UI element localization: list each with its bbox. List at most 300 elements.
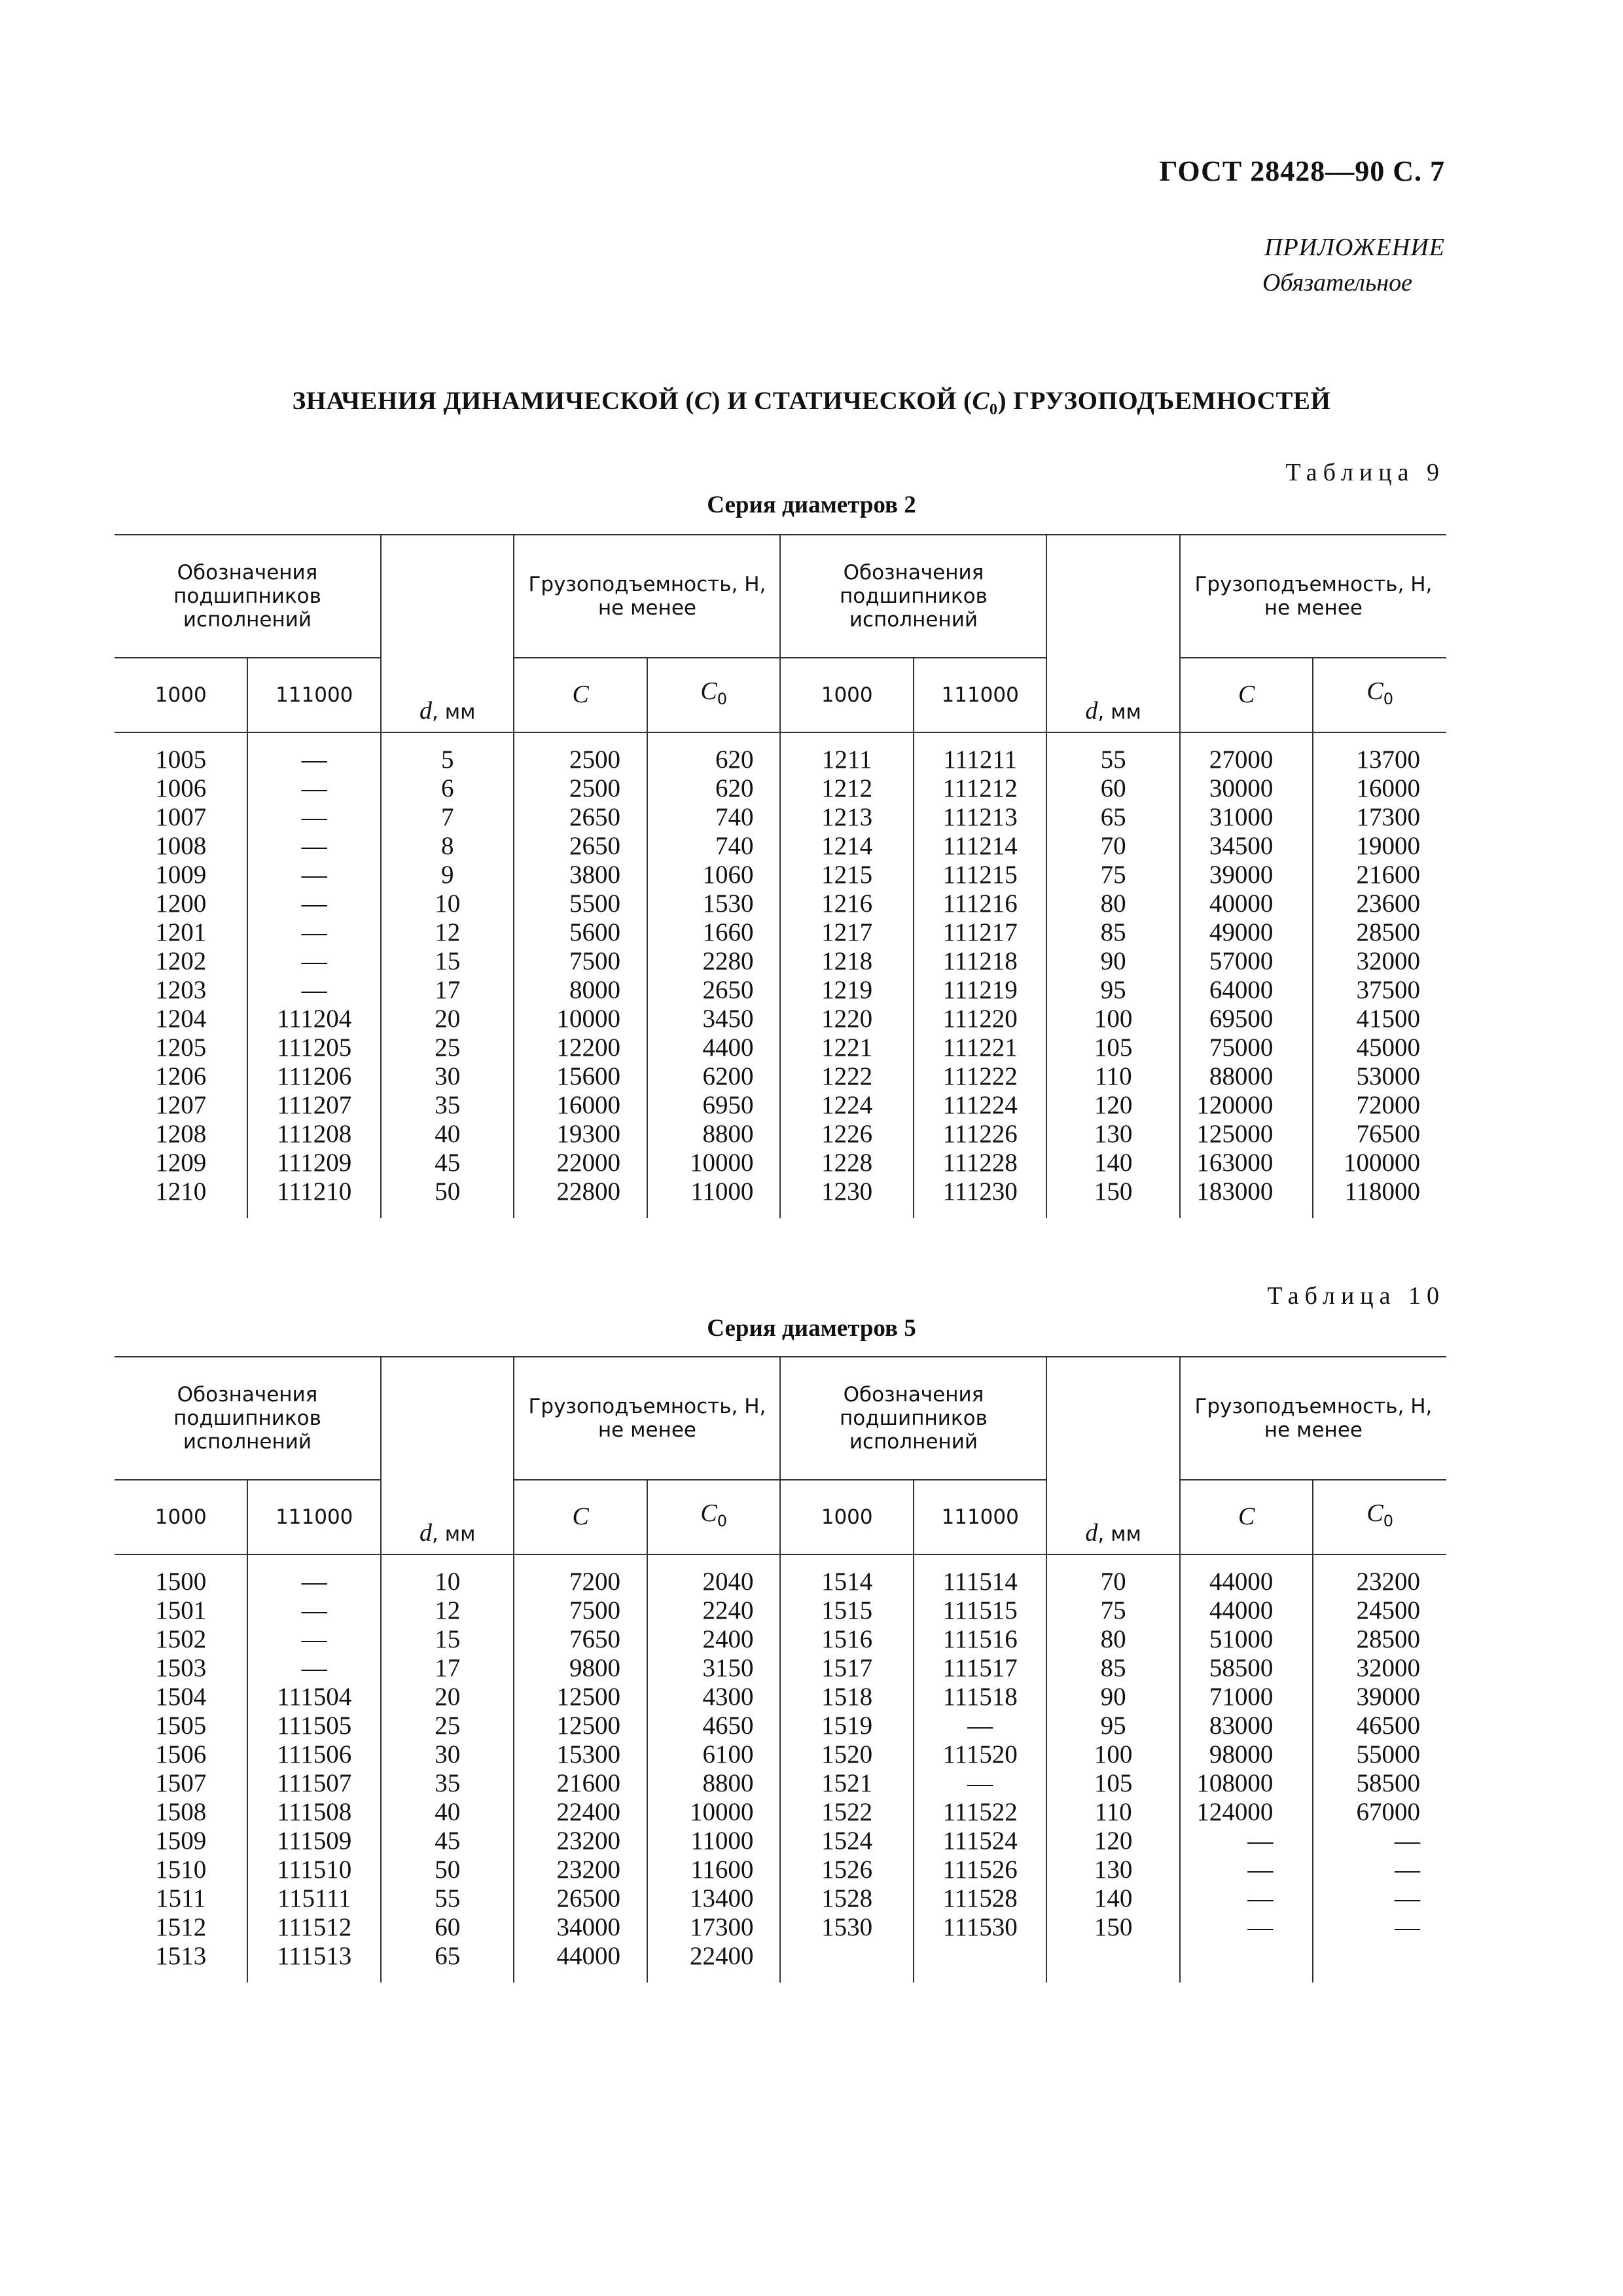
table-cell: 1007 xyxy=(155,803,207,831)
table-cell: 740 xyxy=(715,832,754,860)
table-cell: 23600 xyxy=(1356,889,1420,918)
table-10 xyxy=(115,1356,1446,1982)
table-cell: 111215 xyxy=(942,861,1018,889)
designation-header: Обозначения подшипников исполнений xyxy=(780,535,1046,658)
table-cell: 1513 xyxy=(155,1942,207,1970)
table-cell: 120 xyxy=(1094,1091,1133,1119)
column-d xyxy=(381,732,514,1218)
table-cell: 98000 xyxy=(1209,1740,1274,1768)
table-cell: 183000 xyxy=(1196,1177,1274,1206)
table-cell: 1200 xyxy=(155,889,207,918)
table-cell: 1207 xyxy=(155,1091,207,1119)
table-cell: 51000 xyxy=(1209,1625,1274,1653)
table-cell: — xyxy=(967,1712,993,1740)
table-cell: 5500 xyxy=(569,889,620,918)
table-cell: 1660 xyxy=(702,918,754,946)
table-cell: 12 xyxy=(435,1596,461,1624)
table-cell: 71000 xyxy=(1209,1683,1274,1711)
table-cell: 35 xyxy=(435,1091,461,1119)
table-cell: 44000 xyxy=(1209,1568,1274,1596)
table-cell: 90 xyxy=(1100,947,1126,975)
dynamic-capacity-header: C xyxy=(514,1480,647,1554)
table-cell: — xyxy=(1247,1884,1274,1912)
table-cell: 70 xyxy=(1100,832,1126,860)
diameter-header: d, мм xyxy=(381,535,514,732)
table-cell: 124000 xyxy=(1196,1798,1274,1826)
table-cell: 80 xyxy=(1100,889,1126,918)
table-cell: 21600 xyxy=(556,1769,620,1797)
table-cell: 22400 xyxy=(689,1942,754,1970)
table-cell: 58500 xyxy=(1356,1769,1420,1797)
table-cell: 1520 xyxy=(821,1740,873,1768)
table-cell: — xyxy=(301,745,327,774)
table-cell: 1524 xyxy=(821,1827,873,1855)
table-cell: 111510 xyxy=(277,1856,352,1884)
static-capacity-header: $C_0$ xyxy=(1313,1480,1446,1554)
table-cell: 111211 xyxy=(943,745,1017,774)
table-cell: 111209 xyxy=(277,1149,352,1177)
table-cell: 55000 xyxy=(1356,1740,1420,1768)
table-cell: 111204 xyxy=(277,1005,352,1033)
table-cell: 55 xyxy=(435,1884,461,1912)
table-cell: 1216 xyxy=(821,889,873,918)
column-d xyxy=(381,1554,514,1982)
table-cell: 10 xyxy=(435,889,461,918)
table-cell: — xyxy=(301,976,327,1004)
table-cell: 1501 xyxy=(155,1596,207,1624)
table-cell: 100 xyxy=(1094,1740,1133,1768)
table-cell: 111506 xyxy=(277,1740,352,1768)
table-cell: 115111 xyxy=(277,1884,351,1912)
table-cell: — xyxy=(1247,1913,1274,1941)
table-cell: 1224 xyxy=(821,1091,873,1119)
table-cell: — xyxy=(1395,1827,1420,1855)
table-cell: 35 xyxy=(435,1769,461,1797)
table-cell: 8800 xyxy=(702,1120,754,1148)
table-cell: 40 xyxy=(435,1120,461,1148)
table-cell: 11600 xyxy=(690,1856,754,1884)
table-cell: 60 xyxy=(435,1913,461,1941)
table-cell: 88000 xyxy=(1209,1062,1274,1090)
table-cell: 1202 xyxy=(155,947,207,975)
table-cell: 41500 xyxy=(1356,1005,1420,1033)
table-cell: 111522 xyxy=(942,1798,1018,1826)
table-cell: 22800 xyxy=(556,1177,620,1206)
table-cell: — xyxy=(1395,1856,1420,1884)
table-cell: 1530 xyxy=(821,1913,873,1941)
table-cell: 44000 xyxy=(1209,1596,1274,1624)
table-cell: 111504 xyxy=(277,1683,352,1711)
table-cell: 163000 xyxy=(1196,1149,1274,1177)
table-cell: 1518 xyxy=(821,1683,873,1711)
table-cell: 12200 xyxy=(556,1033,620,1062)
table-cell: 6100 xyxy=(702,1740,754,1768)
table-cell: 7500 xyxy=(569,947,620,975)
table-cell: 130 xyxy=(1094,1120,1133,1148)
table-cell: 13400 xyxy=(689,1884,754,1912)
table-cell: 740 xyxy=(715,803,754,831)
table-cell: 2400 xyxy=(702,1625,754,1653)
table-cell: 111222 xyxy=(942,1062,1018,1090)
diameter-header: d, мм xyxy=(1046,535,1179,732)
column-c xyxy=(514,732,647,1218)
column-1000 xyxy=(115,1554,247,1982)
table-cell: 1212 xyxy=(821,774,873,802)
table-cell: 12500 xyxy=(556,1683,620,1711)
table-cell: 53000 xyxy=(1356,1062,1420,1090)
table-9-number: Таблица 9 xyxy=(1285,459,1445,486)
table-cell: 90 xyxy=(1100,1683,1126,1711)
table-cell: 6950 xyxy=(702,1091,754,1119)
table-cell: 28500 xyxy=(1356,918,1420,946)
table-cell: 111218 xyxy=(942,947,1018,975)
table-cell: 46500 xyxy=(1356,1712,1420,1740)
table-cell: 111509 xyxy=(277,1827,352,1855)
table-cell: 150 xyxy=(1094,1913,1133,1941)
table-cell: 111228 xyxy=(942,1149,1018,1177)
table-cell: 1208 xyxy=(155,1120,207,1148)
table-cell: 57000 xyxy=(1209,947,1274,975)
table-cell: 72000 xyxy=(1356,1091,1420,1119)
table-cell: 40000 xyxy=(1209,889,1274,918)
table-cell: 3450 xyxy=(702,1005,754,1033)
table-cell: 10000 xyxy=(556,1005,620,1033)
designation-header: Обозначения подшипников исполнений xyxy=(115,535,381,658)
table-cell: 1213 xyxy=(821,803,873,831)
table-cell: 67000 xyxy=(1356,1798,1420,1826)
table-cell: 111520 xyxy=(942,1740,1018,1768)
table-cell: 111508 xyxy=(277,1798,352,1826)
column-c0 xyxy=(647,1554,780,1982)
version-1000-header: 1000 xyxy=(780,1480,913,1554)
table-cell: 1218 xyxy=(821,947,873,975)
table-cell: 17300 xyxy=(1356,803,1420,831)
annex-label: ПРИЛОЖЕНИЕ xyxy=(1264,234,1445,261)
table-cell: 111210 xyxy=(277,1177,352,1206)
table-cell: 1530 xyxy=(702,889,754,918)
table-cell: — xyxy=(301,803,327,831)
table-cell: 34000 xyxy=(556,1913,620,1941)
table-cell: 111224 xyxy=(942,1091,1018,1119)
table-cell: 69500 xyxy=(1209,1005,1274,1033)
table-cell: 22000 xyxy=(556,1149,620,1177)
table-cell: 23200 xyxy=(556,1856,620,1884)
table-cell: 4650 xyxy=(702,1712,754,1740)
table-cell: 111205 xyxy=(277,1033,352,1062)
table-cell: 1214 xyxy=(821,832,873,860)
table-cell: 44000 xyxy=(556,1942,620,1970)
table-cell: 40 xyxy=(435,1798,461,1826)
table-cell: 1506 xyxy=(155,1740,207,1768)
table-cell: 70 xyxy=(1100,1568,1126,1596)
table-cell: 1220 xyxy=(821,1005,873,1033)
table-cell: 111514 xyxy=(942,1568,1018,1596)
table-cell: 24500 xyxy=(1356,1596,1420,1624)
table-cell: 5 xyxy=(440,745,454,774)
table-cell: — xyxy=(301,774,327,802)
table-cell: 108000 xyxy=(1196,1769,1274,1797)
table-10-number: Таблица 10 xyxy=(1267,1282,1445,1310)
version-111000-header: 111000 xyxy=(914,1480,1047,1554)
table-cell: 17300 xyxy=(689,1913,754,1941)
table-cell: — xyxy=(301,1625,327,1653)
table-cell: 118000 xyxy=(1344,1177,1420,1206)
table-cell: 1502 xyxy=(155,1625,207,1653)
table-cell: — xyxy=(1247,1827,1274,1855)
table-cell: 1008 xyxy=(155,832,207,860)
table-cell: 1522 xyxy=(821,1798,873,1826)
table-cell: 1500 xyxy=(155,1568,207,1596)
table-cell: 31000 xyxy=(1209,803,1274,831)
table-cell: 10000 xyxy=(689,1149,754,1177)
table-cell: 30 xyxy=(435,1740,461,1768)
table-cell: 1509 xyxy=(155,1827,207,1855)
table-cell: 140 xyxy=(1094,1149,1133,1177)
column-111000 xyxy=(914,732,1047,1218)
table-cell: 32000 xyxy=(1356,947,1420,975)
table-cell: 1528 xyxy=(821,1884,873,1912)
table-cell: 1504 xyxy=(155,1683,207,1711)
table-cell: 111518 xyxy=(942,1683,1018,1711)
table-cell: 50 xyxy=(435,1177,461,1206)
table-cell: 1228 xyxy=(821,1149,873,1177)
table-cell: 1226 xyxy=(821,1120,873,1148)
table-cell: 111530 xyxy=(942,1913,1018,1941)
table-cell: — xyxy=(301,889,327,918)
table-cell: 1517 xyxy=(821,1654,873,1682)
table-cell: 1521 xyxy=(821,1769,873,1797)
document-title: ЗНАЧЕНИЯ ДИНАМИЧЕСКОЙ (C) И СТАТИЧЕСКОЙ $(C_0)$ ГРУЗОПОДЪЕМНОСТЕЙ xyxy=(292,387,1331,418)
table-cell: 30 xyxy=(435,1062,461,1090)
column-111000 xyxy=(247,1554,381,1982)
table-cell: 2500 xyxy=(569,774,620,802)
table-cell: 7 xyxy=(440,803,454,831)
static-capacity-header: $C_0$ xyxy=(1313,658,1446,732)
capacity-header: Грузоподъемность, Н, не менее xyxy=(514,535,780,658)
table-cell: 3150 xyxy=(702,1654,754,1682)
table-cell: 75000 xyxy=(1209,1033,1274,1062)
table-cell: 1519 xyxy=(821,1712,873,1740)
table-cell: 1526 xyxy=(821,1856,873,1884)
table-9 xyxy=(115,534,1446,1218)
table-cell: 22400 xyxy=(556,1798,620,1826)
table-cell: 7500 xyxy=(569,1596,620,1624)
table-cell: 65 xyxy=(435,1942,461,1970)
table-cell: — xyxy=(301,1654,327,1682)
table-cell: 10000 xyxy=(689,1798,754,1826)
table-cell: 100 xyxy=(1094,1005,1133,1033)
table-cell: 8000 xyxy=(569,976,620,1004)
table-cell: 111516 xyxy=(942,1625,1018,1653)
table-cell: 25 xyxy=(435,1033,461,1062)
table-cell: — xyxy=(1395,1884,1420,1912)
table-cell: 1206 xyxy=(155,1062,207,1090)
table-cell: 1211 xyxy=(821,745,872,774)
table-cell: 100000 xyxy=(1344,1149,1420,1177)
static-capacity-header: $C_0$ xyxy=(647,658,780,732)
table-cell: 2500 xyxy=(569,745,620,774)
version-111000-header: 111000 xyxy=(247,658,381,732)
version-1000-header: 1000 xyxy=(780,658,913,732)
table-cell: 111219 xyxy=(942,976,1018,1004)
table-cell: 7200 xyxy=(569,1568,620,1596)
table-cell: — xyxy=(301,861,327,889)
designation-header: Обозначения подшипников исполнений xyxy=(780,1357,1046,1480)
table-cell: 16000 xyxy=(1356,774,1420,802)
table-cell: 1230 xyxy=(821,1177,873,1206)
table-cell: 32000 xyxy=(1356,1654,1420,1682)
table-cell: 85 xyxy=(1100,1654,1126,1682)
page-header: ГОСТ 28428—90 С. 7 xyxy=(1159,155,1445,187)
table-cell: 58500 xyxy=(1209,1654,1274,1682)
table-cell: 105 xyxy=(1094,1769,1133,1797)
table-cell: 1514 xyxy=(821,1568,873,1596)
table-cell: 111507 xyxy=(277,1769,352,1797)
table-cell: 1516 xyxy=(821,1625,873,1653)
column-111000 xyxy=(914,1554,1047,1982)
table-cell: 2240 xyxy=(702,1596,754,1624)
table-cell: 620 xyxy=(715,745,754,774)
table-cell: 2650 xyxy=(702,976,754,1004)
table-cell: 95 xyxy=(1100,1712,1126,1740)
table-cell: 83000 xyxy=(1209,1712,1274,1740)
table-cell: 15 xyxy=(435,947,461,975)
table-cell: 45 xyxy=(435,1149,461,1177)
dynamic-capacity-header: C xyxy=(1180,658,1313,732)
diameter-header: d, мм xyxy=(381,1357,514,1554)
table-cell: 6200 xyxy=(702,1062,754,1090)
table-cell: 110 xyxy=(1094,1798,1132,1826)
table-cell: 2280 xyxy=(702,947,754,975)
table-cell: 30000 xyxy=(1209,774,1274,802)
table-cell: 39000 xyxy=(1356,1683,1420,1711)
table-cell: 1005 xyxy=(155,745,207,774)
table-cell: 111214 xyxy=(942,832,1018,860)
table-cell: 85 xyxy=(1100,918,1126,946)
table-cell: 17 xyxy=(435,976,461,1004)
version-111000-header: 111000 xyxy=(247,1480,381,1554)
table-cell: 111513 xyxy=(277,1942,352,1970)
table-cell: 25 xyxy=(435,1712,461,1740)
table-cell: — xyxy=(301,947,327,975)
version-1000-header: 1000 xyxy=(115,1480,247,1554)
table-cell: 1009 xyxy=(155,861,207,889)
table-cell: 9800 xyxy=(569,1654,620,1682)
table-cell: 111524 xyxy=(942,1827,1018,1855)
table-cell: 75 xyxy=(1100,1596,1126,1624)
table-10-series-title: Серия диаметров 5 xyxy=(707,1315,916,1342)
table-cell: 620 xyxy=(715,774,754,802)
table-cell: 130 xyxy=(1094,1856,1133,1884)
table-cell: 105 xyxy=(1094,1033,1133,1062)
capacity-header: Грузоподъемность, Н, не менее xyxy=(514,1357,780,1480)
table-cell: 1204 xyxy=(155,1005,207,1033)
table-cell: 45000 xyxy=(1356,1033,1420,1062)
table-cell: 8 xyxy=(440,832,454,860)
table-cell: 111207 xyxy=(277,1091,352,1119)
table-cell: 60 xyxy=(1100,774,1126,802)
table-cell: 111512 xyxy=(277,1913,352,1941)
table-cell: 1060 xyxy=(702,861,754,889)
column-c0 xyxy=(647,732,780,1218)
table-cell: 50 xyxy=(435,1856,461,1884)
table-cell: 1505 xyxy=(155,1712,207,1740)
table-cell: 111505 xyxy=(277,1712,352,1740)
table-cell: 111515 xyxy=(942,1596,1018,1624)
table-cell: 64000 xyxy=(1209,976,1274,1004)
table-cell: 111213 xyxy=(942,803,1018,831)
table-cell: — xyxy=(301,832,327,860)
column-c0 xyxy=(1313,1554,1446,1982)
table-cell: 21600 xyxy=(1356,861,1420,889)
table-cell: 15 xyxy=(435,1625,461,1653)
table-cell: 49000 xyxy=(1209,918,1274,946)
table-cell: 111208 xyxy=(277,1120,352,1148)
table-cell: 12500 xyxy=(556,1712,620,1740)
table-cell: 15600 xyxy=(556,1062,620,1090)
table-cell: 111220 xyxy=(942,1005,1018,1033)
version-1000-header: 1000 xyxy=(115,658,247,732)
dynamic-capacity-header: C xyxy=(514,658,647,732)
diameter-header: d, мм xyxy=(1046,1357,1179,1554)
table-cell: 2040 xyxy=(702,1568,754,1596)
table-cell: 65 xyxy=(1100,803,1126,831)
table-cell: 111528 xyxy=(942,1884,1018,1912)
table-cell: 1512 xyxy=(155,1913,207,1941)
table-cell: 23200 xyxy=(1356,1568,1420,1596)
table-cell: 11000 xyxy=(690,1827,754,1855)
table-cell: 111221 xyxy=(942,1033,1018,1062)
table-cell: — xyxy=(301,1568,327,1596)
dynamic-capacity-header: C xyxy=(1180,1480,1313,1554)
static-capacity-header: $C_0$ xyxy=(647,1480,780,1554)
version-111000-header: 111000 xyxy=(914,658,1047,732)
table-cell: 4300 xyxy=(702,1683,754,1711)
table-cell: 111230 xyxy=(942,1177,1018,1206)
column-1000 xyxy=(780,732,913,1218)
table-cell: 3800 xyxy=(569,861,620,889)
column-c0 xyxy=(1313,732,1446,1218)
table-cell: 12 xyxy=(435,918,461,946)
table-cell: 1515 xyxy=(821,1596,873,1624)
table-cell: 150 xyxy=(1094,1177,1133,1206)
table-cell: 1222 xyxy=(821,1062,873,1090)
table-cell: 2650 xyxy=(569,803,620,831)
table-cell: 10 xyxy=(435,1568,461,1596)
annex-status: Обязательное xyxy=(1262,269,1412,296)
table-cell: — xyxy=(1395,1913,1420,1941)
column-1000 xyxy=(115,732,247,1218)
table-cell: 15300 xyxy=(556,1740,620,1768)
table-cell: 120 xyxy=(1094,1827,1133,1855)
table-cell: 1503 xyxy=(155,1654,207,1682)
table-cell: 19000 xyxy=(1356,832,1420,860)
table-cell: 19300 xyxy=(556,1120,620,1148)
table-cell: — xyxy=(301,918,327,946)
table-cell: 28500 xyxy=(1356,1625,1420,1653)
table-cell: 1219 xyxy=(821,976,873,1004)
table-cell: 1210 xyxy=(155,1177,207,1206)
table-cell: 23200 xyxy=(556,1827,620,1855)
table-9-series-title: Серия диаметров 2 xyxy=(707,492,916,518)
column-c xyxy=(514,1554,647,1982)
designation-header: Обозначения подшипников исполнений xyxy=(115,1357,381,1480)
table-cell: 111212 xyxy=(942,774,1018,802)
table-cell: 1217 xyxy=(821,918,873,946)
table-cell: 45 xyxy=(435,1827,461,1855)
table-cell: — xyxy=(301,1596,327,1624)
table-cell: 34500 xyxy=(1209,832,1274,860)
